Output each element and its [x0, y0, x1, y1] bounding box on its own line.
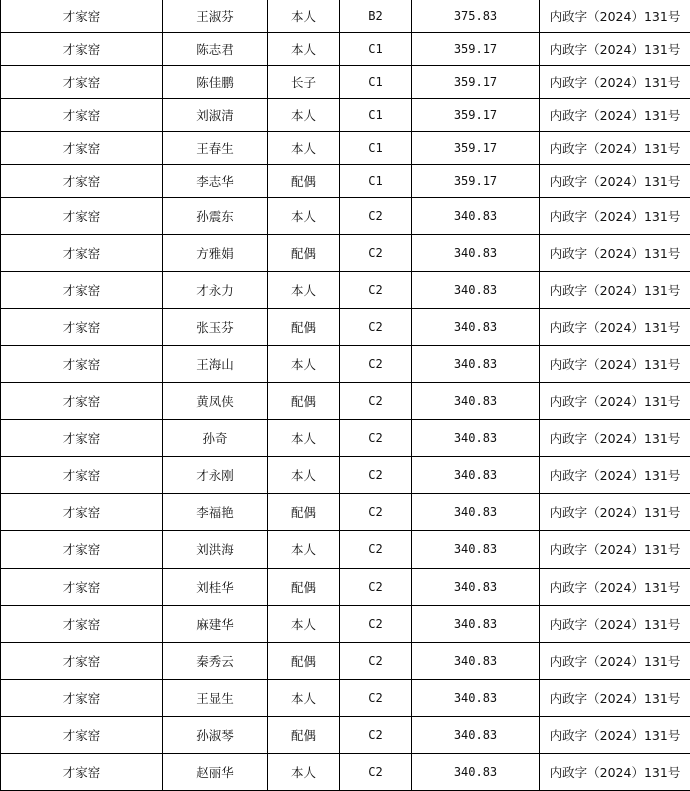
relation-cell: 配偶 — [268, 568, 340, 605]
document-cell: 内政字（2024）131号 — [540, 272, 690, 309]
name-cell: 方雅娟 — [163, 235, 268, 272]
table-row — [1, 642, 690, 679]
name-cell: 孙震东 — [163, 198, 268, 235]
table-row — [1, 383, 690, 420]
document-cell: 内政字（2024）131号 — [540, 679, 690, 716]
document-cell: 内政字（2024）131号 — [540, 99, 690, 132]
village-cell: 才家窑 — [1, 457, 163, 494]
village-cell: 才家窑 — [1, 346, 163, 383]
relation-cell: 配偶 — [268, 383, 340, 420]
document-cell: 内政字（2024）131号 — [540, 383, 690, 420]
amount-cell: 359.17 — [412, 66, 540, 99]
amount-cell: 340.83 — [412, 568, 540, 605]
relation-cell: 本人 — [268, 33, 340, 66]
amount-cell: 340.83 — [412, 605, 540, 642]
document-cell: 内政字（2024）131号 — [540, 716, 690, 753]
level-cell: C2 — [340, 716, 412, 753]
relation-cell: 本人 — [268, 272, 340, 309]
relation-cell: 本人 — [268, 420, 340, 457]
table-body — [1, 0, 690, 791]
document-cell: 内政字（2024）131号 — [540, 33, 690, 66]
amount-cell: 375.83 — [412, 0, 540, 33]
document-cell: 内政字（2024）131号 — [540, 235, 690, 272]
amount-cell: 359.17 — [412, 165, 540, 198]
level-cell: C1 — [340, 132, 412, 165]
name-cell: 麻建华 — [163, 605, 268, 642]
table-row — [1, 420, 690, 457]
relation-cell: 配偶 — [268, 165, 340, 198]
table-row — [1, 309, 690, 346]
name-cell: 孙淑琴 — [163, 716, 268, 753]
name-cell: 李志华 — [163, 165, 268, 198]
level-cell: C2 — [340, 383, 412, 420]
village-cell: 才家窑 — [1, 66, 163, 99]
amount-cell: 340.83 — [412, 679, 540, 716]
village-cell: 才家窑 — [1, 235, 163, 272]
village-cell: 才家窑 — [1, 272, 163, 309]
amount-cell: 340.83 — [412, 198, 540, 235]
level-cell: C2 — [340, 272, 412, 309]
document-cell: 内政字（2024）131号 — [540, 132, 690, 165]
relation-cell: 本人 — [268, 753, 340, 790]
relation-cell: 本人 — [268, 457, 340, 494]
document-cell: 内政字（2024）131号 — [540, 0, 690, 33]
table-row — [1, 568, 690, 605]
relation-cell: 本人 — [268, 531, 340, 568]
amount-cell: 359.17 — [412, 132, 540, 165]
table-row — [1, 679, 690, 716]
amount-cell: 340.83 — [412, 716, 540, 753]
amount-cell: 340.83 — [412, 346, 540, 383]
table-row — [1, 66, 690, 99]
relation-cell: 本人 — [268, 605, 340, 642]
amount-cell: 340.83 — [412, 235, 540, 272]
village-cell: 才家窑 — [1, 605, 163, 642]
name-cell: 陈佳鹏 — [163, 66, 268, 99]
document-cell: 内政字（2024）131号 — [540, 198, 690, 235]
document-cell: 内政字（2024）131号 — [540, 346, 690, 383]
level-cell: C2 — [340, 531, 412, 568]
table-row — [1, 716, 690, 753]
amount-cell: 359.17 — [412, 99, 540, 132]
amount-cell: 340.83 — [412, 272, 540, 309]
level-cell: C2 — [340, 420, 412, 457]
relation-cell: 配偶 — [268, 716, 340, 753]
village-cell: 才家窑 — [1, 716, 163, 753]
level-cell: C2 — [340, 605, 412, 642]
table-row — [1, 457, 690, 494]
amount-cell: 340.83 — [412, 383, 540, 420]
level-cell: C1 — [340, 66, 412, 99]
level-cell: C2 — [340, 753, 412, 790]
table-row — [1, 494, 690, 531]
relation-cell: 配偶 — [268, 494, 340, 531]
amount-cell: 340.83 — [412, 457, 540, 494]
level-cell: C1 — [340, 33, 412, 66]
table-row — [1, 272, 690, 309]
name-cell: 王显生 — [163, 679, 268, 716]
document-cell: 内政字（2024）131号 — [540, 457, 690, 494]
village-cell: 才家窑 — [1, 679, 163, 716]
name-cell: 王海山 — [163, 346, 268, 383]
name-cell: 刘淑清 — [163, 99, 268, 132]
village-cell: 才家窑 — [1, 309, 163, 346]
relation-cell: 本人 — [268, 198, 340, 235]
level-cell: C2 — [340, 309, 412, 346]
level-cell: C2 — [340, 494, 412, 531]
village-cell: 才家窑 — [1, 494, 163, 531]
village-cell: 才家窑 — [1, 198, 163, 235]
relation-cell: 本人 — [268, 346, 340, 383]
level-cell: B2 — [340, 0, 412, 33]
table-row — [1, 99, 690, 132]
amount-cell: 340.83 — [412, 753, 540, 790]
level-cell: C2 — [340, 235, 412, 272]
table-row — [1, 753, 690, 790]
name-cell: 陈志君 — [163, 33, 268, 66]
relation-cell: 配偶 — [268, 642, 340, 679]
document-cell: 内政字（2024）131号 — [540, 165, 690, 198]
name-cell: 王淑芬 — [163, 0, 268, 33]
amount-cell: 359.17 — [412, 33, 540, 66]
document-cell: 内政字（2024）131号 — [540, 605, 690, 642]
table-row — [1, 132, 690, 165]
name-cell: 刘洪海 — [163, 531, 268, 568]
relation-cell: 本人 — [268, 99, 340, 132]
relation-cell: 本人 — [268, 132, 340, 165]
document-cell: 内政字（2024）131号 — [540, 531, 690, 568]
amount-cell: 340.83 — [412, 531, 540, 568]
village-cell: 才家窑 — [1, 99, 163, 132]
village-cell: 才家窑 — [1, 642, 163, 679]
name-cell: 秦秀云 — [163, 642, 268, 679]
document-cell: 内政字（2024）131号 — [540, 753, 690, 790]
table-row — [1, 531, 690, 568]
village-cell: 才家窑 — [1, 132, 163, 165]
table-row — [1, 235, 690, 272]
name-cell: 王春生 — [163, 132, 268, 165]
village-cell: 才家窑 — [1, 33, 163, 66]
relation-cell: 配偶 — [268, 235, 340, 272]
amount-cell: 340.83 — [412, 494, 540, 531]
level-cell: C1 — [340, 99, 412, 132]
relation-cell: 本人 — [268, 0, 340, 33]
table-row — [1, 198, 690, 235]
table-row — [1, 33, 690, 66]
village-cell: 才家窑 — [1, 531, 163, 568]
level-cell: C1 — [340, 165, 412, 198]
name-cell: 刘桂华 — [163, 568, 268, 605]
level-cell: C2 — [340, 457, 412, 494]
document-cell: 内政字（2024）131号 — [540, 420, 690, 457]
level-cell: C2 — [340, 346, 412, 383]
level-cell: C2 — [340, 198, 412, 235]
village-cell: 才家窑 — [1, 420, 163, 457]
amount-cell: 340.83 — [412, 309, 540, 346]
amount-cell: 340.83 — [412, 642, 540, 679]
table-row — [1, 165, 690, 198]
name-cell: 李福艳 — [163, 494, 268, 531]
level-cell: C2 — [340, 679, 412, 716]
relation-cell: 长子 — [268, 66, 340, 99]
document-cell: 内政字（2024）131号 — [540, 568, 690, 605]
document-cell: 内政字（2024）131号 — [540, 642, 690, 679]
name-cell: 赵丽华 — [163, 753, 268, 790]
table-row — [1, 605, 690, 642]
village-cell: 才家窑 — [1, 753, 163, 790]
amount-cell: 340.83 — [412, 420, 540, 457]
name-cell: 张玉芬 — [163, 309, 268, 346]
name-cell: 才永刚 — [163, 457, 268, 494]
level-cell: C2 — [340, 642, 412, 679]
document-cell: 内政字（2024）131号 — [540, 66, 690, 99]
table-row — [1, 346, 690, 383]
name-cell: 孙奇 — [163, 420, 268, 457]
village-cell: 才家窑 — [1, 383, 163, 420]
level-cell: C2 — [340, 568, 412, 605]
relation-cell: 配偶 — [268, 309, 340, 346]
table-row — [1, 0, 690, 33]
village-cell: 才家窑 — [1, 165, 163, 198]
document-cell: 内政字（2024）131号 — [540, 309, 690, 346]
name-cell: 才永力 — [163, 272, 268, 309]
document-cell: 内政字（2024）131号 — [540, 494, 690, 531]
relation-cell: 本人 — [268, 679, 340, 716]
village-cell: 才家窑 — [1, 0, 163, 33]
name-cell: 黄凤侠 — [163, 383, 268, 420]
village-cell: 才家窑 — [1, 568, 163, 605]
